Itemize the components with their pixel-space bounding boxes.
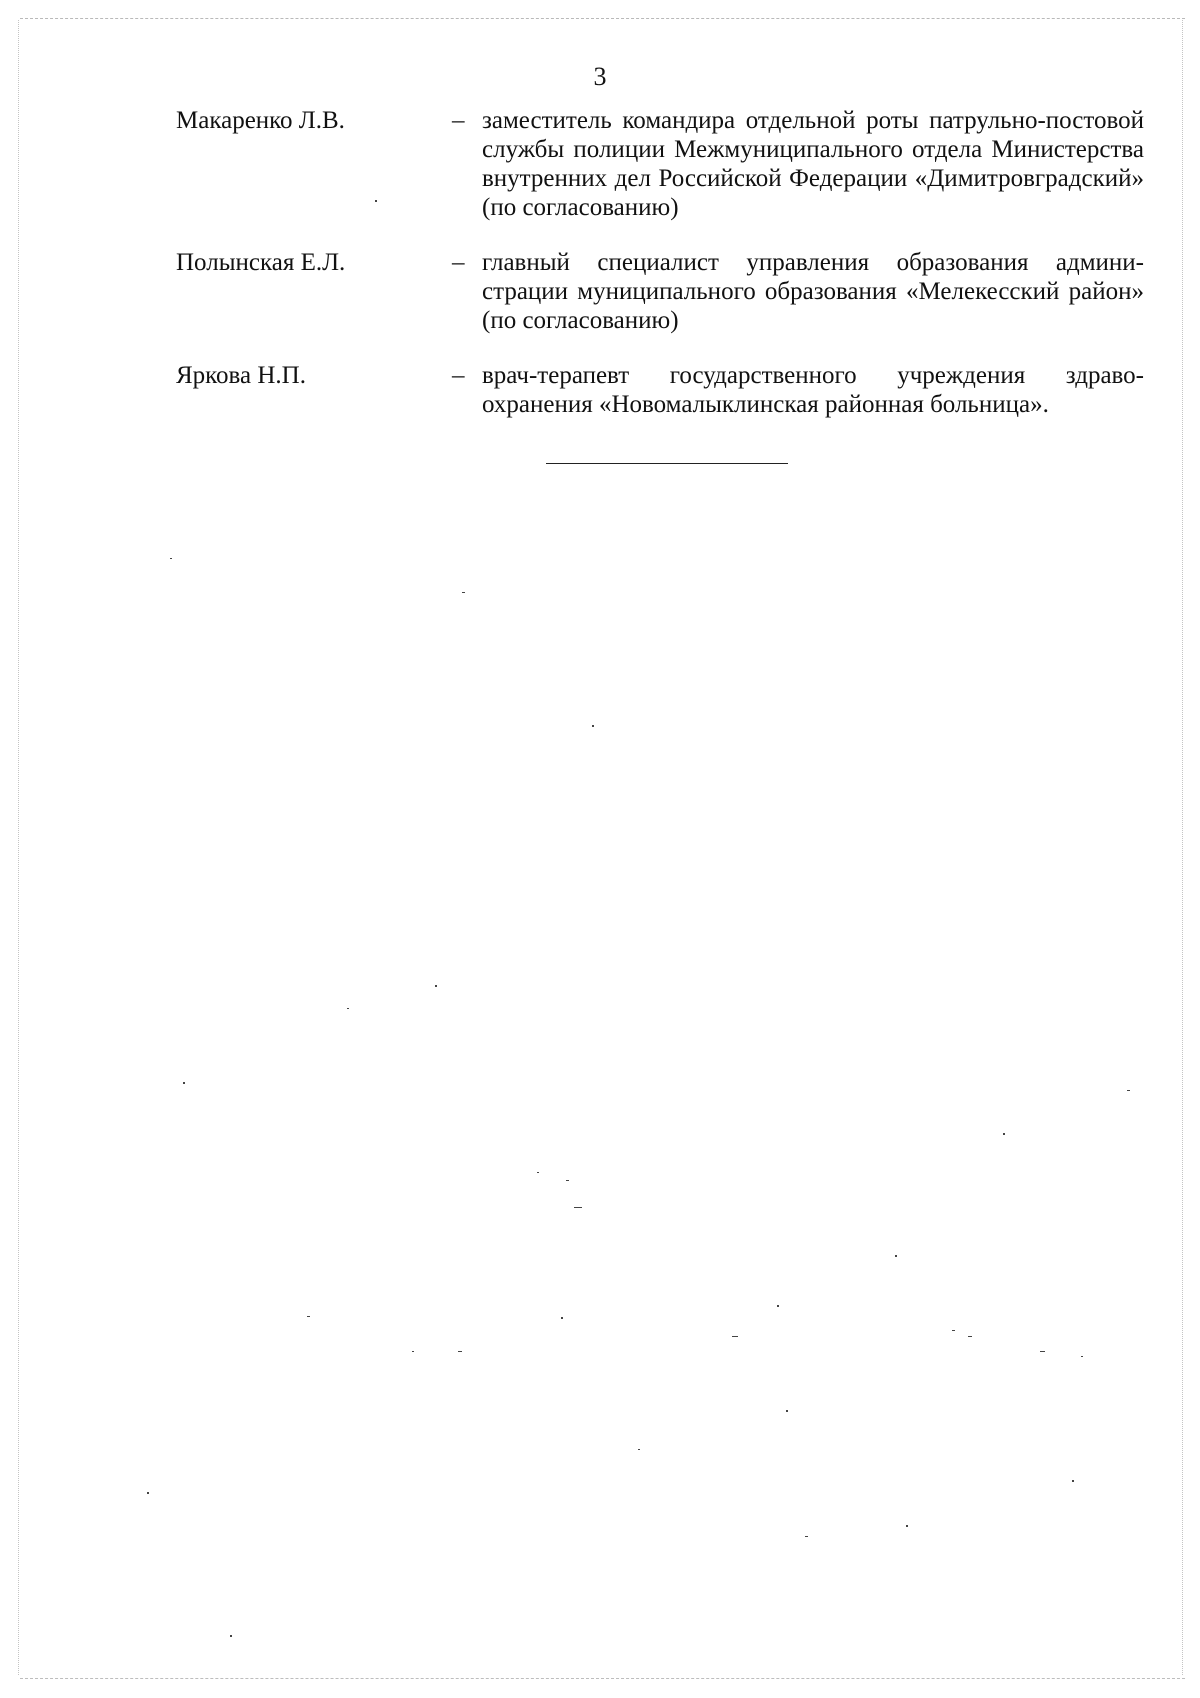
scan-speck: [347, 1008, 349, 1009]
scan-speck: [375, 200, 377, 202]
scan-border-bottom: [20, 1678, 1185, 1679]
scan-speck: [462, 592, 465, 593]
member-name: Полынская Е.Л.: [176, 249, 346, 276]
scan-speck: [1081, 1356, 1083, 1357]
scan-speck: [1072, 1480, 1074, 1482]
scan-speck: [1040, 1351, 1045, 1352]
scan-speck: [435, 985, 437, 987]
member-role: заместитель командира отдельной роты патрульно-постовой службы полиции Межмуниципального отдела Министерства внутренних дел Российской Федерации «Димитровградский» (по согласованию): [482, 107, 1144, 221]
scan-speck: [412, 1351, 414, 1352]
scan-speck: [147, 1492, 149, 1494]
scan-speck: [777, 1305, 779, 1307]
member-dash: –: [452, 249, 465, 276]
scan-speck: [561, 1317, 563, 1319]
page-number: 3: [593, 62, 607, 91]
scan-speck: [537, 1172, 539, 1173]
scan-speck: [170, 558, 172, 559]
scan-speck: [805, 1536, 808, 1537]
scan-speck: [906, 1525, 908, 1527]
scan-speck: [183, 1082, 185, 1084]
scan-speck: [638, 1449, 640, 1450]
scan-speck: [307, 1316, 310, 1317]
scan-speck: [1127, 1090, 1130, 1091]
member-row: [176, 361, 1144, 419]
member-row: [176, 248, 1144, 335]
scan-speck: [952, 1330, 955, 1331]
member-roster: [176, 106, 1144, 445]
scan-speck: [230, 1635, 232, 1637]
scan-speck: [968, 1336, 972, 1337]
scan-speck: [574, 1207, 582, 1208]
scan-speck: [895, 1255, 897, 1257]
scan-speck: [592, 725, 594, 727]
scan-speck: [458, 1351, 462, 1352]
scan-speck: [1003, 1133, 1005, 1135]
scan-border-left: [18, 20, 19, 1675]
scan-border-right: [1182, 20, 1183, 1675]
end-rule: [546, 463, 788, 464]
scan-speck: [566, 1180, 569, 1181]
member-role: главный специалист управления образования админи-страции муниципального образования «Мелекесский район» (по согласованию): [482, 249, 1144, 334]
member-dash: –: [452, 362, 465, 389]
member-name: Яркова Н.П.: [176, 362, 306, 389]
scan-speck: [786, 1410, 788, 1412]
scan-border-top: [20, 18, 1185, 19]
member-row: [176, 106, 1144, 222]
member-dash: –: [452, 107, 465, 134]
member-role: врач-терапевт государственного учреждения здраво-охранения «Новомалыклинская районная больница».: [482, 362, 1144, 418]
scan-speck: [732, 1336, 738, 1337]
member-name: Макаренко Л.В.: [176, 107, 345, 134]
